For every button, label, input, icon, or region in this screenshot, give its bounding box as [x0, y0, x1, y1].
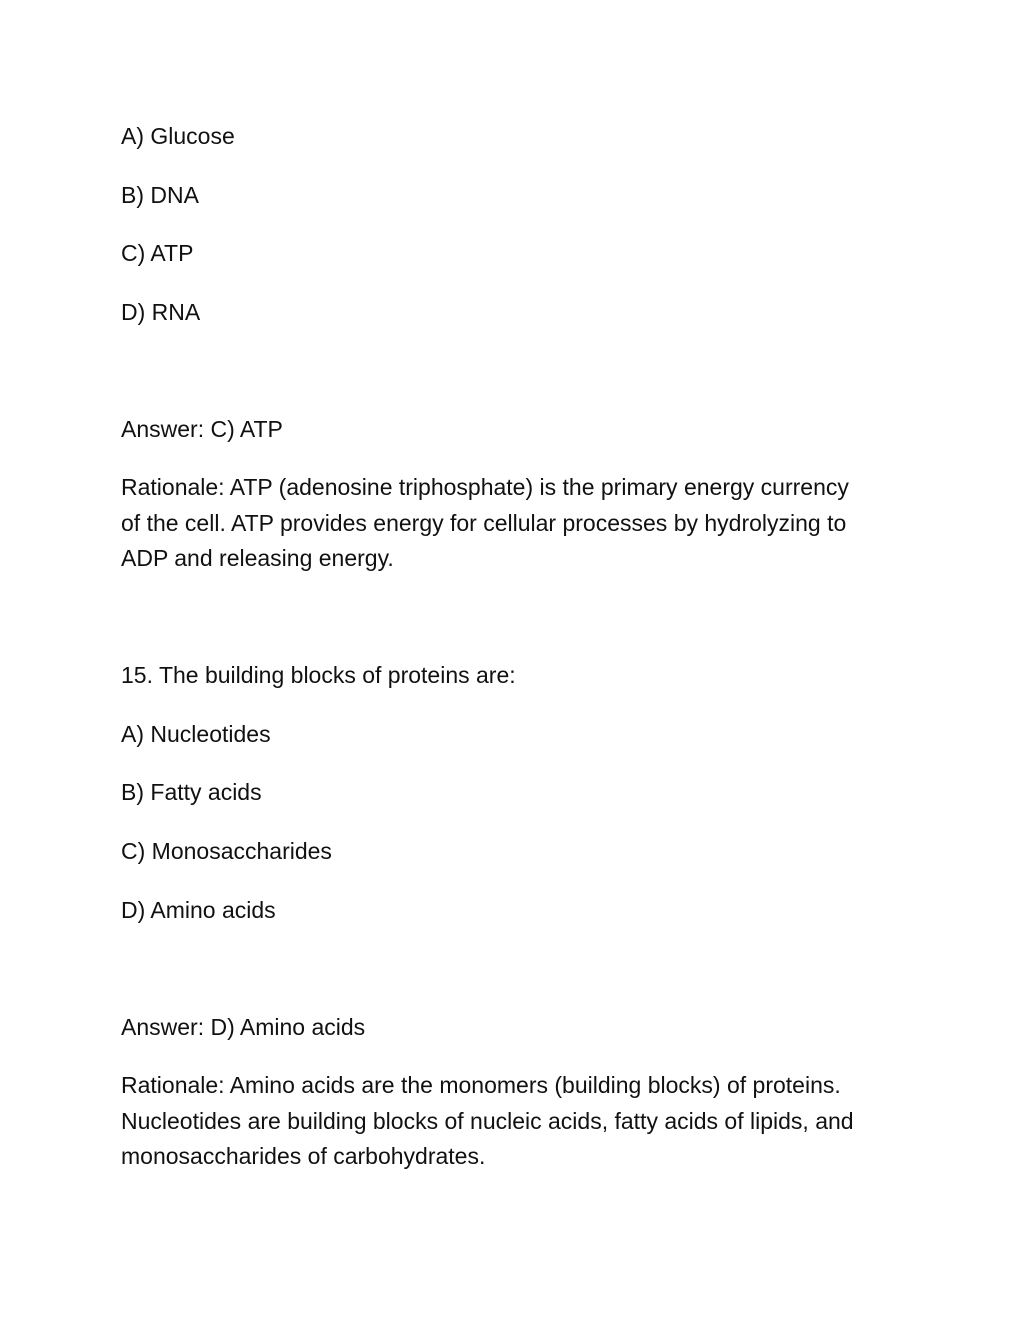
q14-answer: Answer: C) ATP: [121, 416, 283, 442]
q15-answer: Answer: D) Amino acids: [121, 1014, 366, 1040]
q15-question: 15. The building blocks of proteins are:: [121, 662, 516, 688]
q14-option-d: D) RNA: [121, 299, 201, 325]
q14-rationale-line-3: ADP and releasing energy.: [121, 545, 394, 571]
q14-option-c: C) ATP: [121, 240, 194, 266]
q15-rationale-line-3: monosaccharides of carbohydrates.: [121, 1143, 486, 1169]
q15-rationale-line-2: Nucleotides are building blocks of nucleic acids, fatty acids of lipids, and: [121, 1107, 854, 1134]
q15-option-c: C) Monosaccharides: [121, 838, 332, 864]
q14-rationale: [121, 470, 911, 577]
q14-rationale-line-1: Rationale: ATP (adenosine triphosphate) is the primary energy currency: [121, 474, 849, 500]
q14-option-a: A) Glucose: [121, 123, 235, 149]
q15-option-b: B) Fatty acids: [121, 779, 262, 805]
q15-rationale: [121, 1068, 911, 1175]
q15-option-a: A) Nucleotides: [121, 721, 271, 747]
q15-rationale-line-1: Rationale: Amino acids are the monomers (building blocks) of proteins.: [121, 1072, 841, 1098]
q15-option-d: D) Amino acids: [121, 897, 276, 923]
q14-option-b: B) DNA: [121, 182, 199, 208]
q14-rationale-line-2: of the cell. ATP provides energy for cellular processes by hydrolyzing to: [121, 509, 847, 536]
